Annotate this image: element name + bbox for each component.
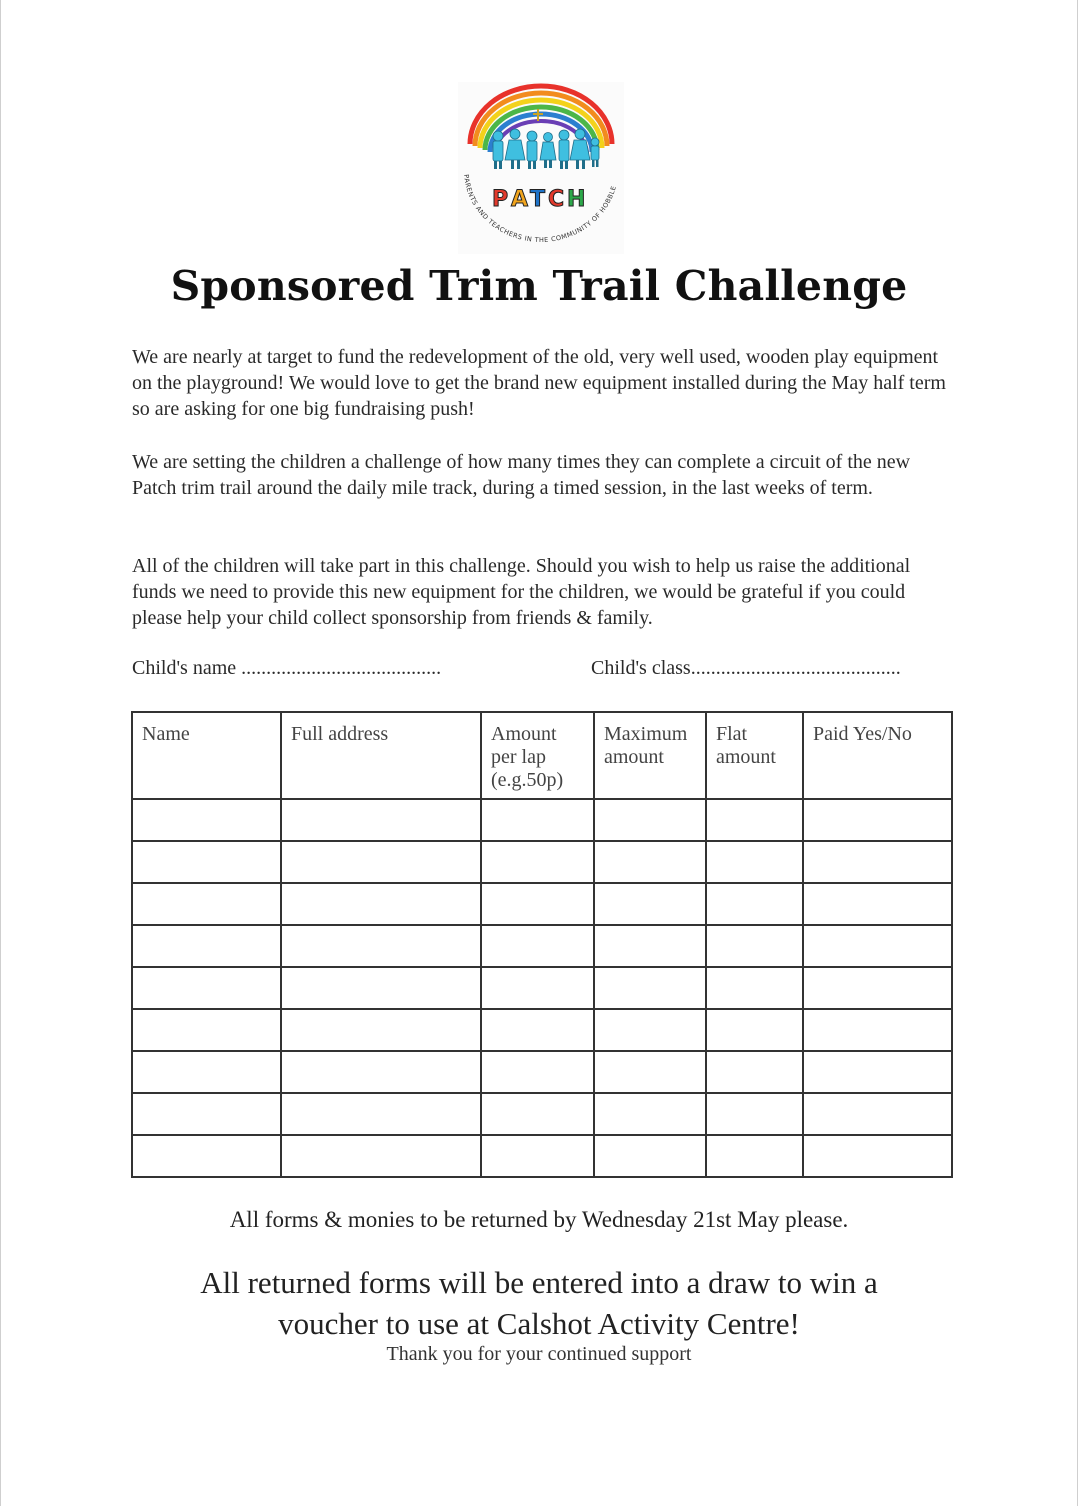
table-cell[interactable] <box>132 925 281 967</box>
table-cell[interactable] <box>132 841 281 883</box>
svg-text:T: T <box>530 187 546 212</box>
table-row <box>132 1009 952 1051</box>
child-class-field[interactable]: Child's class.......................................... <box>591 657 901 679</box>
table-cell[interactable] <box>706 1009 803 1051</box>
table-cell[interactable] <box>594 1135 706 1177</box>
table-row <box>132 1093 952 1135</box>
table-cell[interactable] <box>803 799 952 841</box>
column-header: Name <box>132 712 281 799</box>
table-cell[interactable] <box>481 883 594 925</box>
table-cell[interactable] <box>706 799 803 841</box>
table-cell[interactable] <box>281 967 481 1009</box>
table-cell[interactable] <box>281 1051 481 1093</box>
table-cell[interactable] <box>706 1135 803 1177</box>
sponsor-rows <box>132 799 952 1177</box>
prize-draw-text: All returned forms will be entered into a draw to win a voucher to use at Calshot Activity Centre! <box>200 1265 878 1341</box>
table-header-row <box>132 712 952 799</box>
page-title: Sponsored Trim Trail Challenge <box>170 262 908 310</box>
table-row <box>132 1135 952 1177</box>
table-cell[interactable] <box>481 1051 594 1093</box>
table-row <box>132 799 952 841</box>
svg-text:A: A <box>511 187 529 212</box>
table-cell[interactable] <box>281 883 481 925</box>
table-cell[interactable] <box>481 925 594 967</box>
patch-logo <box>458 82 624 254</box>
table-cell[interactable] <box>132 1051 281 1093</box>
table-cell[interactable] <box>803 841 952 883</box>
table-row <box>132 1051 952 1093</box>
table-cell[interactable] <box>481 1009 594 1051</box>
table-cell[interactable] <box>803 1093 952 1135</box>
table-cell[interactable] <box>706 841 803 883</box>
child-details-line <box>132 657 952 683</box>
svg-text:C: C <box>548 187 565 212</box>
table-cell[interactable] <box>803 1009 952 1051</box>
intro-paragraph: We are nearly at target to fund the redevelopment of the old, very well used, wooden play equipment on the playground! We would love to get the brand new equipment installed during the May half term so are asking for one big fundraising push! <box>132 346 946 420</box>
table-row <box>132 841 952 883</box>
column-header: Flat amount <box>706 712 803 799</box>
challenge-paragraph: We are setting the children a challenge of how many times they can complete a circuit of the new Patch trim trail around the daily mile track, during a timed session, in the last weeks of term. <box>132 451 911 499</box>
table-cell[interactable] <box>132 967 281 1009</box>
table-row <box>132 925 952 967</box>
column-header: Full address <box>281 712 481 799</box>
child-name-field[interactable]: Child's name ........................................ <box>132 657 442 679</box>
table-row <box>132 967 952 1009</box>
table-cell[interactable] <box>132 883 281 925</box>
table-cell[interactable] <box>594 841 706 883</box>
table-cell[interactable] <box>481 799 594 841</box>
table-cell[interactable] <box>706 1093 803 1135</box>
table-cell[interactable] <box>281 925 481 967</box>
table-cell[interactable] <box>281 1093 481 1135</box>
table-cell[interactable] <box>281 1135 481 1177</box>
table-cell[interactable] <box>481 967 594 1009</box>
table-cell[interactable] <box>132 1009 281 1051</box>
table-cell[interactable] <box>594 1051 706 1093</box>
svg-text:H: H <box>567 187 586 212</box>
svg-text:P: P <box>492 187 509 212</box>
table-cell[interactable] <box>803 1135 952 1177</box>
table-row <box>132 883 952 925</box>
table-cell[interactable] <box>594 1009 706 1051</box>
table-cell[interactable] <box>281 799 481 841</box>
table-cell[interactable] <box>481 841 594 883</box>
svg-text:PARENTS AND TEACHERS IN THE CO: PARENTS AND TEACHERS IN THE COMMUNITY OF HOBBLE <box>462 173 618 245</box>
table-cell[interactable] <box>803 1051 952 1093</box>
table-cell[interactable] <box>594 967 706 1009</box>
table-cell[interactable] <box>594 799 706 841</box>
table-cell[interactable] <box>481 1093 594 1135</box>
column-header: Maximum amount <box>594 712 706 799</box>
patch-logo-image <box>458 82 624 254</box>
column-header: Paid Yes/No <box>803 712 952 799</box>
table-cell[interactable] <box>706 883 803 925</box>
sponsor-table <box>131 711 953 1178</box>
table-cell[interactable] <box>706 925 803 967</box>
prize-draw-note <box>1 1262 1077 1344</box>
table-cell[interactable] <box>481 1135 594 1177</box>
table-cell[interactable] <box>132 1135 281 1177</box>
table-cell[interactable] <box>281 841 481 883</box>
table-cell[interactable] <box>594 883 706 925</box>
table-cell[interactable] <box>132 1093 281 1135</box>
table-cell[interactable] <box>803 967 952 1009</box>
table-cell[interactable] <box>132 799 281 841</box>
table-cell[interactable] <box>594 925 706 967</box>
table-cell[interactable] <box>803 883 952 925</box>
column-header: Amount per lap (e.g.50p) <box>481 712 594 799</box>
returns-note: All forms & monies to be returned by Wednesday 21st May please. <box>229 1207 849 1232</box>
table-cell[interactable] <box>706 967 803 1009</box>
table-cell[interactable] <box>281 1009 481 1051</box>
sponsorship-paragraph: All of the children will take part in this challenge. Should you wish to help us raise the additional funds we need to provide this new equipment for the children, we would be grateful if you could please help your child collect sponsorship from friends & family. <box>132 555 911 629</box>
table-cell[interactable] <box>594 1093 706 1135</box>
table-cell[interactable] <box>803 925 952 967</box>
thank-you-note: Thank you for your continued support <box>386 1343 692 1365</box>
table-cell[interactable] <box>706 1051 803 1093</box>
